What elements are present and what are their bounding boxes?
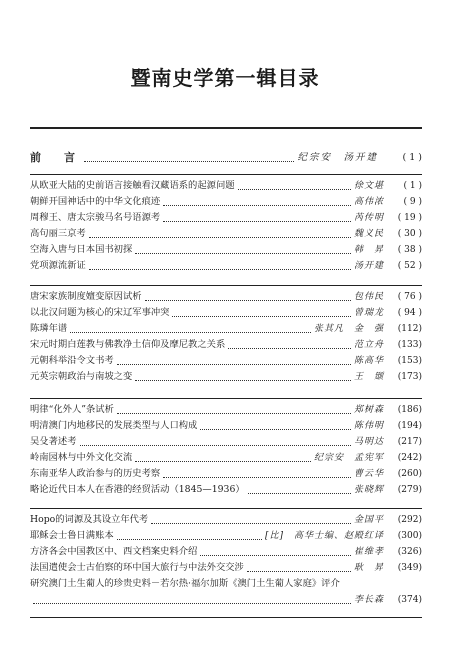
entry-page: (260) bbox=[397, 469, 422, 479]
entry-title: 东南亚华人政治参与的历史考察 bbox=[30, 468, 161, 479]
entry-title: 岭南园林与中外文化交流 bbox=[30, 452, 133, 463]
dot-leader bbox=[248, 492, 351, 494]
dot-leader bbox=[163, 476, 351, 478]
entry-page: (153) bbox=[397, 356, 422, 366]
entry-title: 宋元时期白莲教与佛教净土信仰及摩尼教之关系 bbox=[30, 339, 226, 350]
entry-page: (112) bbox=[397, 324, 422, 334]
dot-leader bbox=[89, 236, 351, 238]
section-rule bbox=[30, 174, 422, 175]
entry-title: 唐宋家族制度嬗变原因试析 bbox=[30, 291, 142, 302]
dot-leader bbox=[200, 554, 351, 556]
dot-leader bbox=[117, 538, 262, 540]
entry-title: 明律“化外人”条试析 bbox=[30, 404, 114, 415]
entry-title: 朝鲜开国神话中的中华文化痕迹 bbox=[30, 196, 161, 207]
toc-entry[interactable] bbox=[30, 402, 422, 418]
entry-page: (326) bbox=[397, 547, 422, 557]
toc-entry[interactable] bbox=[30, 210, 422, 226]
dot-leader bbox=[238, 188, 351, 190]
entry-title: 元朝科举沿令文书考 bbox=[30, 355, 114, 366]
dot-leader bbox=[117, 412, 351, 414]
entry-author: 曹云华 bbox=[353, 469, 384, 479]
entry-page: (279) bbox=[397, 485, 422, 495]
entry-title: 陈璘年谱 bbox=[30, 323, 68, 334]
toc-entry[interactable] bbox=[30, 337, 422, 353]
dot-leader bbox=[151, 522, 351, 524]
toc-entry[interactable] bbox=[30, 305, 422, 321]
entry-author: 张晓辉 bbox=[353, 485, 384, 495]
entry-author: 郑树森 bbox=[353, 405, 384, 415]
entry-page: (217) bbox=[397, 437, 422, 447]
entry-author: 李长森 bbox=[353, 595, 384, 605]
toc-entry[interactable] bbox=[30, 418, 422, 434]
entry-title: 以北汉问题为核心的宋辽军事冲突 bbox=[30, 307, 170, 318]
toc-entry[interactable] bbox=[30, 353, 422, 369]
entry-author: 陈伟明 bbox=[353, 421, 384, 431]
dot-leader bbox=[135, 379, 351, 381]
entry-page: (186) bbox=[397, 405, 422, 415]
toc-entry[interactable] bbox=[30, 226, 422, 242]
toc-entry[interactable] bbox=[30, 512, 422, 528]
entry-title: Hopo的词源及其设立年代考 bbox=[30, 514, 149, 525]
toc-entry[interactable] bbox=[30, 434, 422, 450]
entry-author: 包伟民 bbox=[353, 292, 384, 302]
entry-author: 芮传明 bbox=[353, 213, 384, 223]
entry-title: 高句丽三京考 bbox=[30, 228, 86, 239]
toc-entry[interactable] bbox=[30, 369, 422, 385]
toc-entry[interactable] bbox=[30, 466, 422, 482]
entry-author: 耿 昇 bbox=[353, 563, 384, 573]
dot-leader bbox=[172, 315, 351, 317]
entry-page: ( 9 ) bbox=[403, 197, 422, 207]
toc-entry[interactable] bbox=[30, 178, 422, 194]
entry-title: 吴殳著述考 bbox=[30, 436, 77, 447]
page-title: 暨南史学第一辑目录 bbox=[130, 66, 320, 90]
entry-title: 党项源流新证 bbox=[30, 260, 86, 271]
entry-translator: [比] 高华士编、赵殿红译 bbox=[264, 531, 384, 541]
entry-author: 范立舟 bbox=[353, 340, 384, 350]
dot-leader bbox=[228, 347, 351, 349]
entry-page: ( 76 ) bbox=[397, 292, 422, 302]
section-rule bbox=[30, 398, 422, 399]
entry-author: 张其凡 金 强 bbox=[313, 324, 384, 334]
preface-title: 前 言 bbox=[30, 151, 81, 164]
toc-entry[interactable] bbox=[30, 258, 422, 274]
entry-page: (194) bbox=[397, 421, 422, 431]
entry-title: 空海入唐与日本国书初探 bbox=[30, 244, 133, 255]
entry-title: 研究澳门土生葡人的珍贵史料－若尔热·福尔加斯《澳门土生葡人家庭》评介 bbox=[30, 578, 340, 589]
entry-author: 徐文堪 bbox=[353, 181, 384, 191]
toc-entry[interactable] bbox=[30, 242, 422, 258]
dot-leader bbox=[163, 220, 351, 222]
entry-author: 韩 昇 bbox=[353, 245, 384, 255]
entry-author: 高伟浓 bbox=[353, 197, 384, 207]
toc-entry[interactable] bbox=[30, 194, 422, 210]
toc-entry[interactable] bbox=[30, 528, 422, 544]
entry-author: 魏义民 bbox=[353, 229, 384, 239]
entry-title: 方济各会中国教区中、西文档案史料介绍 bbox=[30, 546, 198, 557]
toc-entry[interactable] bbox=[30, 321, 422, 337]
toc-entry[interactable] bbox=[30, 560, 422, 576]
dot-leader bbox=[80, 444, 351, 446]
preface-page: ( 1 ) bbox=[402, 152, 422, 163]
entry-title: 元英宗朝政治与南坡之变 bbox=[30, 371, 133, 382]
entry-author: 曾瑞龙 bbox=[353, 308, 384, 318]
entry-author: 纪宗安 孟宪军 bbox=[313, 453, 384, 463]
entry-page: (242) bbox=[397, 453, 422, 463]
entry-page: (292) bbox=[397, 515, 422, 525]
entry-author: 王 颋 bbox=[353, 372, 384, 382]
toc-entry[interactable] bbox=[30, 544, 422, 560]
preface-author: 纪宗安 汤开建 bbox=[297, 152, 378, 163]
entry-author: 金国平 bbox=[353, 515, 384, 525]
dot-leader bbox=[135, 252, 351, 254]
toc-entry[interactable] bbox=[30, 482, 422, 498]
section-rule bbox=[30, 508, 422, 509]
entry-page: (133) bbox=[397, 340, 422, 350]
entry-page: ( 38 ) bbox=[397, 245, 422, 255]
toc-entry[interactable] bbox=[30, 576, 422, 592]
dot-leader bbox=[70, 331, 311, 333]
dot-leader bbox=[247, 570, 351, 572]
entry-title: 周穆王、唐太宗骏马名号语源考 bbox=[30, 212, 161, 223]
dot-leader bbox=[135, 460, 311, 462]
entry-author: 陈高华 bbox=[353, 356, 384, 366]
entry-title: 法国遣使会士古伯察的环中国大旅行与中法外交交涉 bbox=[30, 562, 244, 573]
entry-title: 略论近代日本人在香港的经贸活动（1845—1936） bbox=[30, 484, 245, 495]
entry-page: ( 30 ) bbox=[397, 229, 422, 239]
toc-entry[interactable] bbox=[30, 450, 422, 466]
toc-entry-continued[interactable] bbox=[30, 592, 422, 608]
dot-leader bbox=[163, 204, 351, 206]
section-rule bbox=[30, 285, 422, 286]
toc-entry[interactable] bbox=[30, 289, 422, 305]
bottom-rule bbox=[30, 617, 422, 618]
entry-page: ( 94 ) bbox=[397, 308, 422, 318]
entry-author: 马明达 bbox=[353, 437, 384, 447]
entry-page: ( 52 ) bbox=[397, 261, 422, 271]
entry-title: 从欧亚大陆的史前语言接触看汉藏语系的起源问题 bbox=[30, 180, 235, 191]
dot-leader bbox=[117, 363, 351, 365]
dot-leader bbox=[145, 299, 351, 301]
dot-leader bbox=[33, 602, 351, 604]
preface-entry[interactable] bbox=[30, 150, 422, 166]
entry-page: ( 19 ) bbox=[397, 213, 422, 223]
entry-page: (374) bbox=[397, 595, 422, 605]
entry-page: (173) bbox=[397, 372, 422, 382]
entry-title: 明清澳门内地移民的发展类型与人口构成 bbox=[30, 420, 198, 431]
entry-page: (349) bbox=[397, 563, 422, 573]
entry-page: ( 1 ) bbox=[403, 181, 422, 191]
entry-title: 耶稣会士鲁日满账本 bbox=[30, 530, 114, 541]
entry-author: 汤开建 bbox=[353, 261, 384, 271]
dot-leader bbox=[84, 160, 294, 162]
top-rule bbox=[30, 127, 422, 129]
entry-author: 崔维孝 bbox=[353, 547, 384, 557]
dot-leader bbox=[89, 268, 351, 270]
dot-leader bbox=[200, 428, 351, 430]
entry-page: (300) bbox=[397, 531, 422, 541]
